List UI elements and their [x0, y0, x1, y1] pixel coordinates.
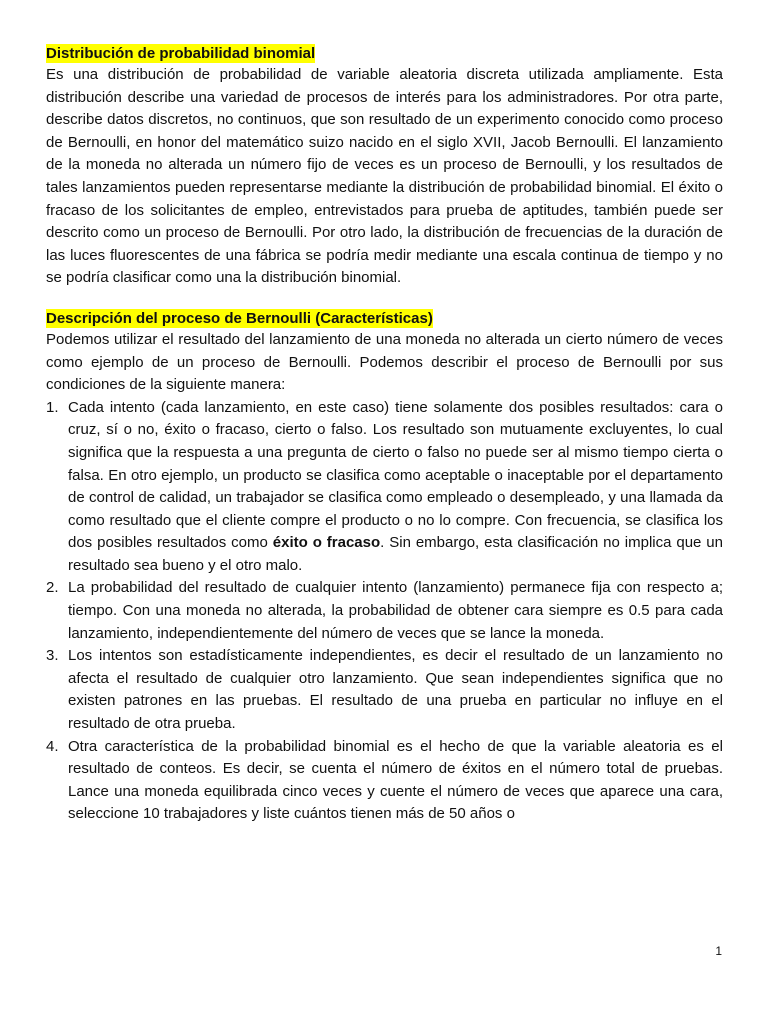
- list-item-text: Otra característica de la probabilidad binomial es el hecho de que la variable aleatoria es el resultado de conteos. Es decir, se cuenta el número de éxitos en el número total de pruebas. Lance una moneda equilibrada cinco veces y cuente el número de veces que aparece una cara, seleccione 10 trabajadores y liste cuántos tienen más de 50 años o: [68, 737, 723, 823]
- list-item: [46, 645, 723, 735]
- list-item-number: 4.: [46, 737, 59, 755]
- list-item-number: 2.: [46, 579, 59, 597]
- binomial-description-paragraph: Es una distribución de probabilidad de variable aleatoria discreta utilizada ampliamente. Esta distribución describe una variedad de procesos de interés para los administradores. Por otra parte, describe datos discretos, no continuos, que son resultado de un experimento conocido como proceso de Bernoulli, en honor del matemático suizo nacido en el siglo XVII, Jacob Bernoulli. El lanzamiento de la moneda no alterada un número fijo de veces es un proceso de Bernoulli, y los resultados de tales lanzamientos pueden representarse mediante la distribución de probabilidad binomial. El éxito o fracaso de los solicitantes de empleo, entrevistados para prueba de aptitudes, también puede ser descrito como un proceso de Bernoulli. Por otro lado, la distribución de frecuencias de la duración de las luces fluorescentes de una fábrica se podría medir mediante una escala continua de tiempo y no se podría clasificar como una la distribución binomial.: [46, 66, 723, 287]
- list-item-number: 1.: [46, 398, 59, 416]
- heading-bold-text: Características: [320, 309, 428, 327]
- heading-plain-text: Descripción del proceso de Bernoulli (: [46, 309, 321, 327]
- bernoulli-conditions-list: [46, 397, 723, 826]
- list-item: [46, 736, 723, 826]
- section-heading-bernoulli: [46, 309, 723, 329]
- list-item-text: La probabilidad del resultado de cualquier intento (lanzamiento) permanece fija con respecto a; tiempo. Con una moneda no alterada, la probabilidad de obtener cara siempre es 0.5 para cada lanzamiento, independientemente del número de veces que se lance la moneda.: [68, 579, 723, 642]
- list-item-text-end: . Sin embargo, esta clasificación no implica que un resultado sea bueno y el otro malo.: [68, 534, 723, 574]
- highlighted-heading-text: [46, 309, 433, 328]
- list-item-text: Los intentos son estadísticamente independientes, es decir el resultado de un lanzamiento no afecta el resultado de cualquier otro lanzamiento. Que sean independientes significa que no existen patrones en las pruebas. El resultado de una prueba en particular no influye en el resultado de otra prueba.: [68, 647, 723, 733]
- list-item: [46, 577, 723, 645]
- highlighted-heading-text: Distribución de probabilidad binomial: [46, 45, 316, 62]
- bernoulli-intro-paragraph: Podemos utilizar el resultado del lanzamiento de una moneda no alterada un cierto número de veces como ejemplo de un proceso de Bernoulli. Podemos describir el proceso de Bernoulli por sus condiciones de la siguiente manera:: [46, 330, 723, 394]
- page-number: 1: [715, 944, 722, 958]
- list-item-bold-text: éxito o fracaso: [272, 534, 381, 552]
- list-item: [46, 397, 723, 578]
- list-item-number: 3.: [46, 647, 59, 665]
- section-heading-binomial: [46, 44, 723, 64]
- list-item-text: Cada intento (cada lanzamiento, en este caso) tiene solamente dos posibles resultados: cara o cruz, sí o no, éxito o fracaso, cierto o falso. Los resultado son mutuamente excluyentes, lo cual significa que la respuesta a una pregunta de cierto o falso no puede ser al mismo tiempo cierta o falsa. En otro ejemplo, un producto se clasifica como aceptable o inaceptable por el departamento de control de calidad, un trabajador se clasifica como empleado o desempleado, y una llamada da como resultado que el cliente compre el producto o no lo compre. Con frecuencia, se clasifica los dos posibles resultados como: [68, 398, 723, 552]
- heading-close-paren: ): [427, 309, 433, 327]
